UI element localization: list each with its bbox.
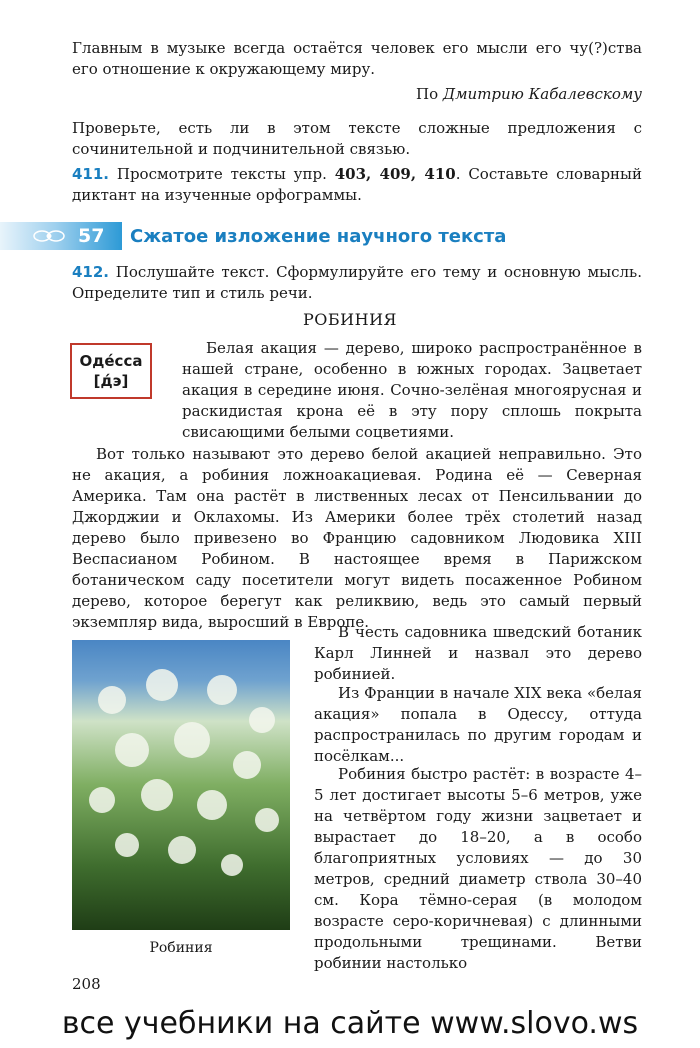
paragraph-2: Вот только называют это дерево белой акацией неправильно. Это не акация, а робиния ложноакациевая. Родина её — Северная Америка. Там она растёт в лиственных лесах от Пенсильвании до Джорджии и Оклахомы. Из Америки более трёх столетий назад дерево было привезено во Францию садовником Людовика XIII Веспасианом Робином. В настоящее время в Парижском ботаническом саду посетители могут видеть посаженное Робином дерево, которое берегут как реликвию, ведь это самый первый экземпляр вида, выросший в Европе. (72, 445, 642, 631)
exercise-number: 412. (72, 263, 110, 281)
paragraph-4: Из Франции в начале XIX века «белая акация» попала в Одессу, оттуда распространилась по другим городам и посёлкам... (314, 684, 642, 765)
attribution: По Дмитрию Кабалевскому (416, 85, 642, 103)
paragraph-1-top: Белая акация — дерево, широко распространённое в нашей стране, особенно в южных городах. Зацветает акация в середине июня. Сочно-зелёная многоярусная и раскидистая крона её в эту пору сплошь покрыта свисающими белыми соцветиями. (182, 339, 642, 441)
photo-caption: Робиния (149, 940, 213, 956)
paragraph-5: Робиния быстро растёт: в возрасте 4–5 лет достигает высоты 5–6 метров, уже на четвёртом году жизни зацветает и вырастает до 18–20, а в особо благоприятных условиях — до 30 метров, средний диаметр ствола 30–40 см. Кора тёмно-серая (в молодом возрасте серо-коричневая) с длинными продольными трещинами. Ветви робинии настолько (314, 765, 642, 972)
intro-quote: Главным в музыке всегда остаётся человек его мысли его чу(?)ства его отношение к окружающему миру. (72, 39, 642, 78)
page-number: 208 (72, 975, 101, 993)
task-check: Проверьте, есть ли в этом тексте сложные предложения с сочинительной и подчинительной связью. (72, 119, 642, 158)
section-title: Сжатое изложение научного текста (130, 226, 507, 247)
text-heading: РОБИНИЯ (303, 310, 397, 329)
pronunciation-note: Одéсса [д́э] (70, 343, 152, 399)
ornament-icon (30, 227, 70, 245)
section-number: 57 (78, 225, 105, 247)
exercise-411: 411. Просмотрите тексты упр. 403, 409, 410. Составьте словарный диктант на изученные орфограммы. (72, 165, 642, 204)
footer-banner: все учебники на сайте www.slovo.ws (61, 1006, 639, 1041)
robinia-photo (72, 640, 290, 930)
exercise-number: 411. (72, 165, 110, 183)
exercise-412: 412. Послушайте текст. Сформулируйте его тему и основную мысль. Определите тип и стиль речи. (72, 263, 642, 302)
paragraph-3: В честь садовника шведский ботаник Карл Линней и назвал это дерево робинией. (314, 623, 642, 683)
tree-icon (72, 640, 290, 930)
